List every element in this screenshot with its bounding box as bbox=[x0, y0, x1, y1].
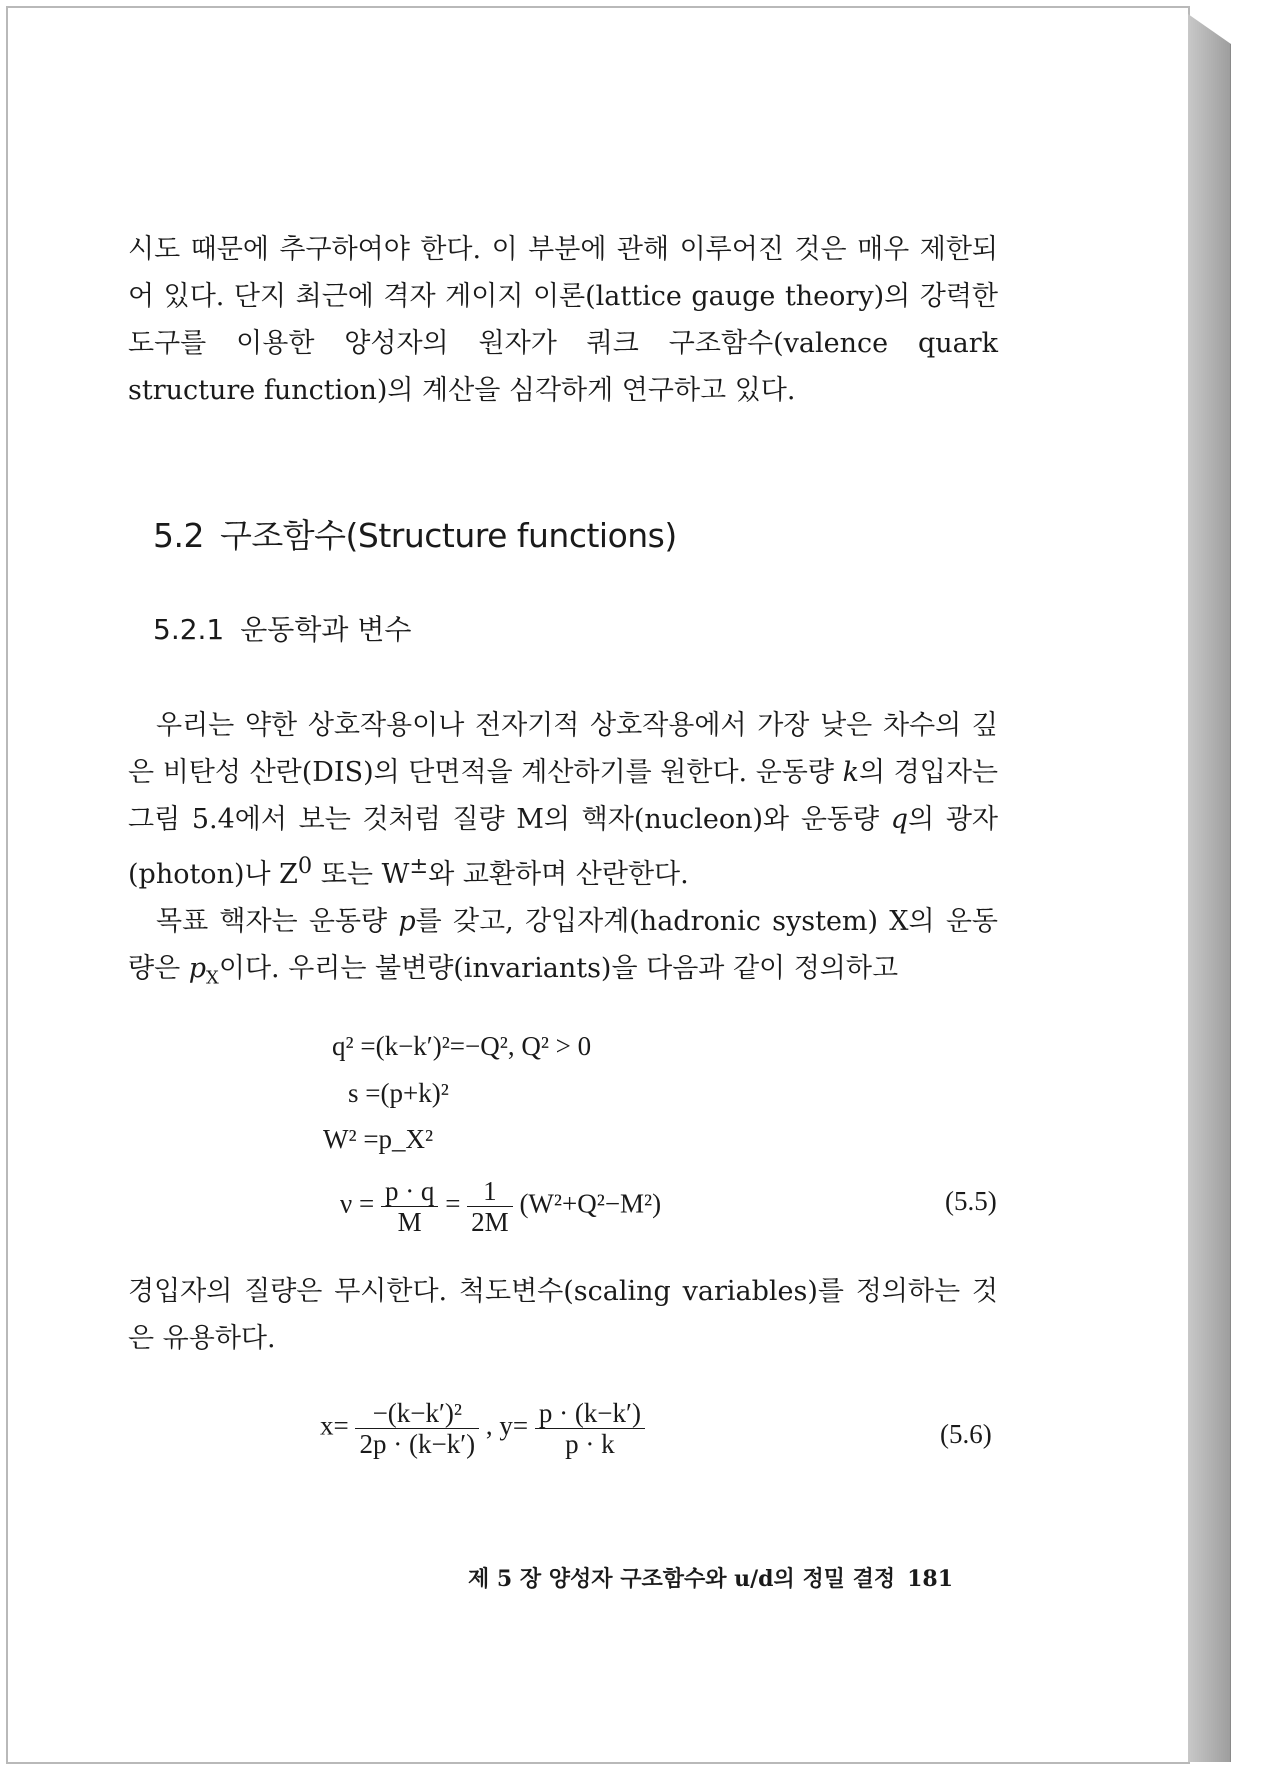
p2-w-sup: ± bbox=[409, 853, 429, 879]
paragraph-4 bbox=[128, 1268, 998, 1362]
p2-part-b: 의 경입자는 그림 5.4에서 보는 것처럼 질량 M의 핵자(nucleon)와 운동량 bbox=[128, 757, 998, 835]
footer-chapter: 제 5 장 양성자 구조함수와 u/d의 정밀 결정 bbox=[468, 1566, 896, 1592]
eq56-y-fraction bbox=[535, 1398, 645, 1459]
eq55-fraction-2 bbox=[467, 1176, 513, 1237]
page-footer bbox=[468, 1562, 953, 1593]
eq55-number: (5.5) bbox=[945, 1186, 997, 1216]
p3-part-b: 를 갖고, 강입자계(hadronic system) X의 운동량은 bbox=[128, 906, 998, 984]
paragraph-4-text: 경입자의 질량은 무시한다. 척도변수(scaling variables)를 정의하는 것은 유용하다. bbox=[128, 1276, 998, 1354]
eq55-rhs: (W²+Q²−M²) bbox=[519, 1188, 662, 1219]
p3-var-p: p bbox=[398, 906, 416, 937]
eq55-line1: q² =(k−k′)²=−Q², Q² > 0 bbox=[332, 1031, 592, 1061]
p2-z-sup: 0 bbox=[297, 853, 313, 879]
eq55-line4 bbox=[340, 1176, 661, 1237]
section-heading bbox=[153, 510, 677, 557]
eq56-separator: , bbox=[485, 1410, 493, 1441]
p3-px-sub: X bbox=[206, 967, 219, 989]
eq56-line bbox=[320, 1398, 645, 1459]
subsection-title: 운동학과 변수 bbox=[240, 613, 412, 646]
eq56-x-fraction bbox=[355, 1398, 479, 1459]
p2-var-k: k bbox=[842, 757, 859, 788]
eq55-den2: 2M bbox=[471, 1207, 509, 1237]
p2-part-a: 우리는 약한 상호작용이나 전자기적 상호작용에서 가장 낮은 차수의 깊은 비탄성 산란(DIS)의 단면적을 계산하기를 원한다. 운동량 bbox=[128, 710, 998, 788]
eq56-x-lhs: x= bbox=[320, 1410, 349, 1441]
p2-part-d: 또는 W bbox=[312, 859, 410, 890]
p3-part-c: 이다. 우리는 불변량(invariants)을 다음과 같이 정의하고 bbox=[218, 953, 899, 984]
p3-var-px: p bbox=[188, 953, 207, 984]
eq55-nu-lhs: ν = bbox=[340, 1188, 375, 1219]
eq55-fraction-1 bbox=[381, 1176, 439, 1237]
paragraph-2 bbox=[128, 702, 998, 1001]
eq56-x-num: −(k−k′)² bbox=[355, 1398, 479, 1429]
eq56-x-den: 2p · (k−k′) bbox=[359, 1429, 476, 1459]
subsection-heading bbox=[153, 608, 411, 648]
subsection-number: 5.2.1 bbox=[153, 613, 225, 646]
paragraph-3-text bbox=[128, 898, 998, 1001]
eq56-number: (5.6) bbox=[940, 1419, 992, 1449]
eq56-y-num: p · (k−k′) bbox=[535, 1398, 645, 1429]
eq55-line3: W² =p_X² bbox=[323, 1124, 434, 1154]
section-title: 구조함수(Structure functions) bbox=[219, 516, 677, 555]
eq55-num2: 1 bbox=[467, 1176, 513, 1207]
eq56-y-lhs: y= bbox=[499, 1410, 529, 1441]
paragraph-1 bbox=[128, 226, 998, 414]
paragraph-1-text: 시도 때문에 추구하여야 한다. 이 부분에 관해 이루어진 것은 매우 제한되어 있다. 단지 최근에 격자 게이지 이론(lattice gauge theory)의 강력한 도구를 이용한 양성자의 원자가 쿼크 구조함수(valence quark structure function)의 계산을 심각하게 연구하고 있다. bbox=[128, 234, 998, 406]
p2-part-e: 와 교환하며 산란한다. bbox=[428, 859, 689, 890]
p2-var-q: q bbox=[890, 804, 909, 835]
footer-page-number: 181 bbox=[907, 1566, 954, 1592]
page-edge bbox=[1188, 14, 1231, 1762]
eq55-line2: s =(p+k)² bbox=[348, 1078, 449, 1108]
section-number: 5.2 bbox=[153, 516, 204, 555]
eq55-den1: M bbox=[397, 1207, 422, 1237]
eq55-equals: = bbox=[445, 1188, 461, 1219]
paragraph-2-text bbox=[128, 702, 998, 898]
p2-part-c: 의 광자(photon)나 Z bbox=[128, 804, 998, 890]
eq56-y-den: p · k bbox=[565, 1429, 615, 1459]
eq55-num1: p · q bbox=[381, 1176, 439, 1207]
p3-part-a: 목표 핵자는 운동량 bbox=[156, 906, 399, 937]
